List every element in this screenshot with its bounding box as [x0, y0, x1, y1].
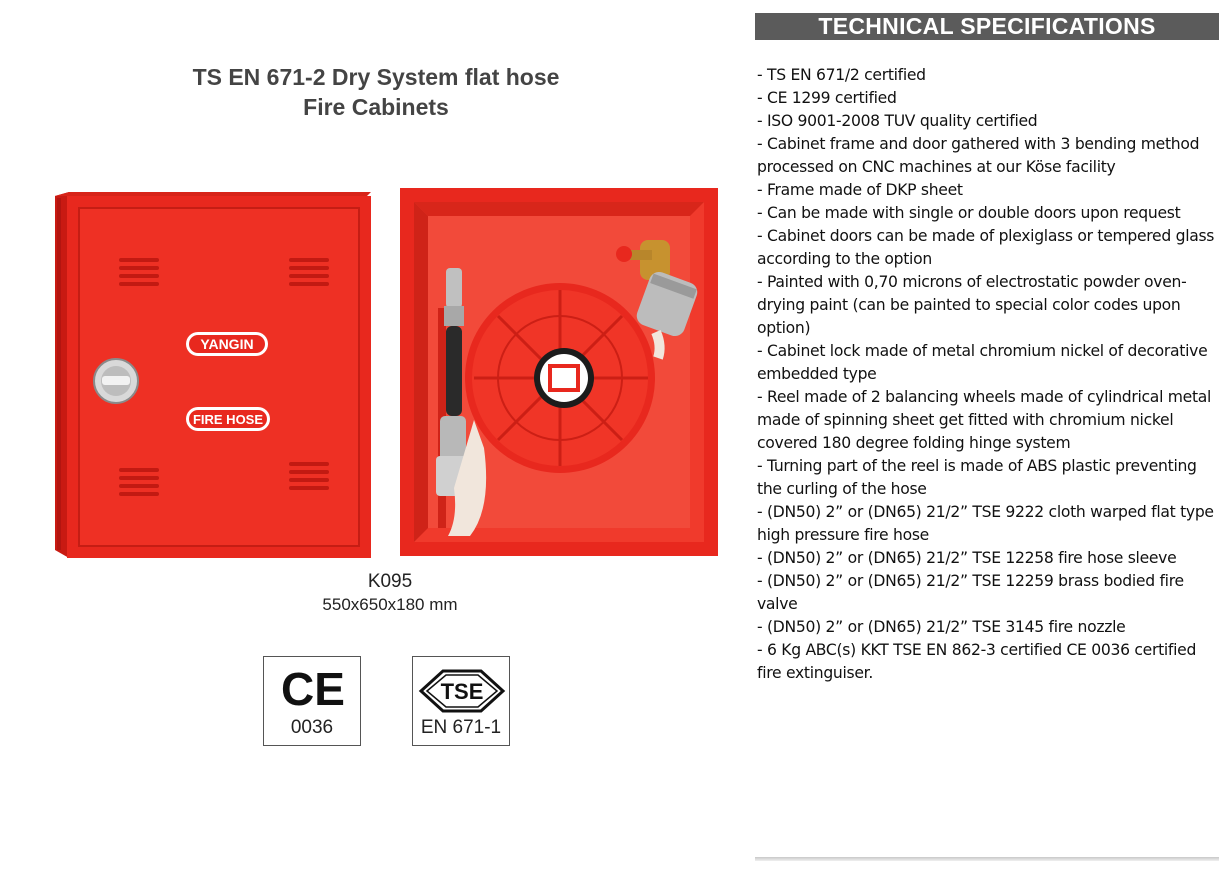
- spec-item: - CE 1299 certified: [757, 89, 897, 107]
- spec-item: - Cabinet frame and door gathered with 3 bending method processed on CNC machines at our Köse facility: [757, 135, 1200, 176]
- product-title-line-1: TS EN 671-2 Dry System flat hose: [192, 64, 560, 90]
- spec-item: - Painted with 0,70 microns of electrostatic powder oven-drying paint (can be painted to special color codes upon option): [757, 273, 1187, 337]
- spec-item: - (DN50) 2” or (DN65) 21/2” TSE 3145 fire nozzle: [757, 618, 1126, 636]
- spec-item: - Reel made of 2 balancing wheels made of cylindrical metal made of spinning sheet get fitted with chromium nickel covered 180 degree folding hinge system: [757, 388, 1212, 452]
- product-title: [150, 62, 602, 122]
- model-code: K095: [367, 571, 413, 592]
- spec-item: - 6 Kg ABC(s) KKT TSE EN 862-3 certified CE 0036 certified fire extinguiser.: [757, 641, 1197, 682]
- tse-mark-icon: [413, 657, 511, 717]
- product-title-line-2: Fire Cabinets: [303, 94, 449, 120]
- spec-item: - Can be made with single or double doors upon request: [757, 204, 1181, 222]
- open-cabinet-image: [400, 188, 718, 556]
- model-dimensions: 550x650x180 mm: [322, 595, 458, 614]
- spec-item: - (DN50) 2” or (DN65) 21/2” TSE 12258 fire hose sleeve: [757, 549, 1177, 567]
- spec-item: - Cabinet doors can be made of plexiglass or tempered glass according to the option: [757, 227, 1215, 268]
- spec-item: - TS EN 671/2 certified: [757, 66, 926, 84]
- tse-mark-text: TSE: [440, 679, 484, 704]
- ce-number: 0036: [290, 717, 334, 738]
- door-label-fire-hose: FIRE HOSE: [192, 412, 264, 427]
- ce-mark-icon: [264, 657, 362, 717]
- model-info: [310, 570, 470, 616]
- tse-certificate-badge: [412, 656, 510, 746]
- spec-item: - ISO 9001-2008 TUV quality certified: [757, 112, 1038, 130]
- spec-item: - Cabinet lock made of metal chromium nickel of decorative embedded type: [757, 342, 1208, 383]
- ce-certificate-badge: [263, 656, 361, 746]
- spec-item: - (DN50) 2” or (DN65) 21/2” TSE 9222 cloth warped flat type high pressure fire hose: [757, 503, 1214, 544]
- tse-number: EN 671-1: [420, 717, 502, 738]
- closed-cabinet-image: [55, 192, 371, 558]
- ce-mark-text: CE: [281, 663, 345, 715]
- door-label-yangin: YANGIN: [200, 336, 254, 352]
- specifications-list: [757, 64, 1217, 685]
- bottom-divider: [755, 857, 1219, 861]
- spec-item: - (DN50) 2” or (DN65) 21/2” TSE 12259 brass bodied fire valve: [757, 572, 1184, 613]
- specifications-header: TECHNICAL SPECIFICATIONS: [755, 13, 1219, 40]
- spec-item: - Frame made of DKP sheet: [757, 181, 963, 199]
- spec-item: - Turning part of the reel is made of ABS plastic preventing the curling of the hose: [757, 457, 1197, 498]
